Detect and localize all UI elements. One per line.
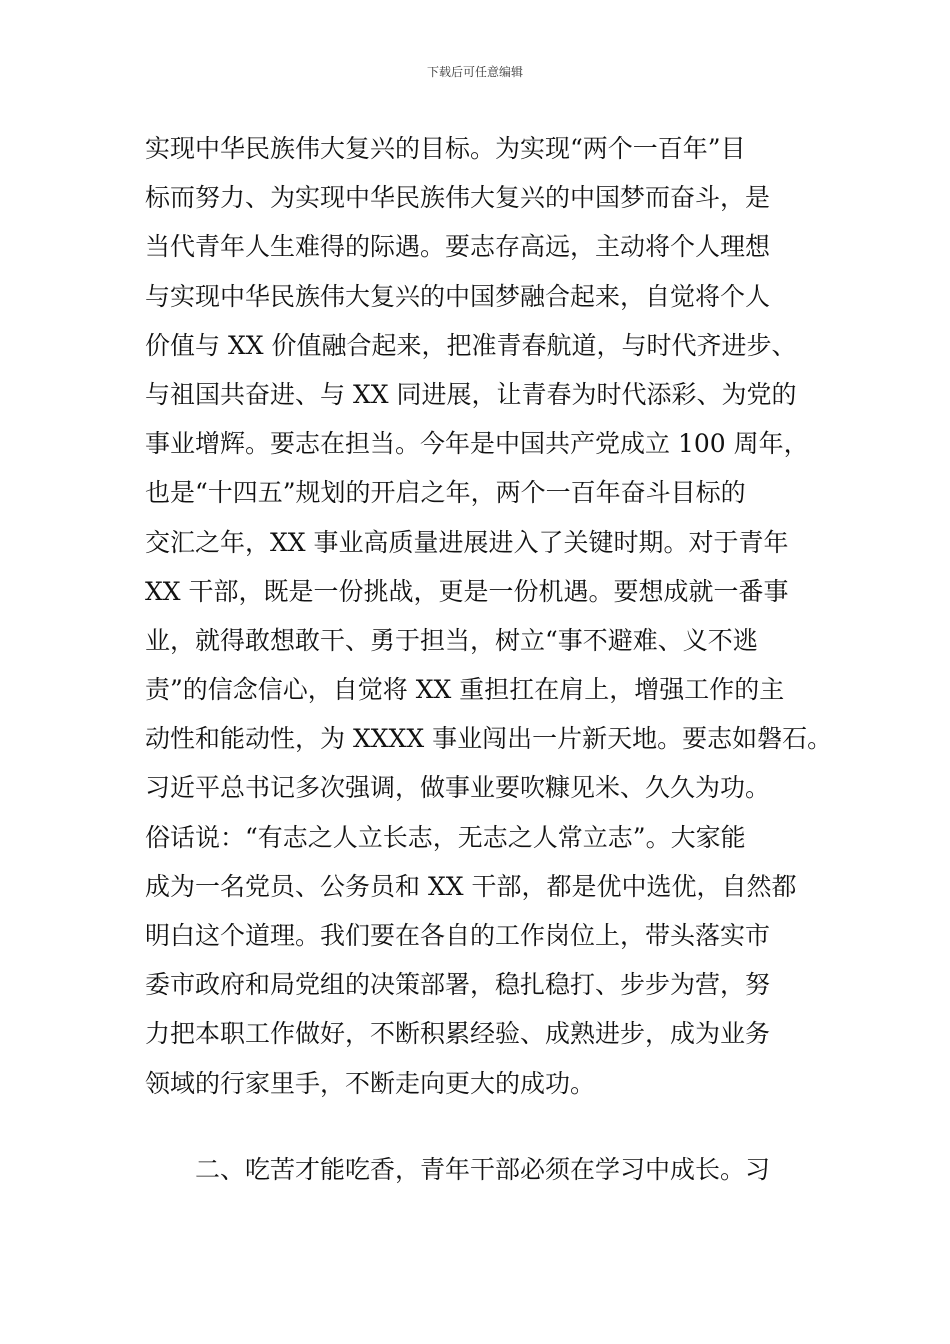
paragraph-line: 标而努力、为实现中华民族伟大复兴的中国梦而奋斗，是 [145,183,771,213]
paragraph-line: 与实现中华民族伟大复兴的中国梦融合起来，自觉将个人 [145,281,771,311]
paragraph-line: 动性和能动性，为 XXXX 事业闯出一片新天地。要志如磐石。 [145,724,833,754]
paragraph-line: 与祖国共奋进、与 XX 同进展，让青春为时代添彩、为党的 [145,379,797,409]
paragraph-line: 责”的信念信心，自觉将 XX 重担扛在肩上，增强工作的主 [145,675,785,705]
body-paragraph [145,124,833,1108]
paragraph-line: 价值与 XX 价值融合起来，把准青春航道，与时代齐进步、 [145,330,797,360]
paragraph-line: 力把本职工作做好，不断积累经验、成熟进步，成为业务 [145,1019,771,1049]
paragraph-line: 也是“十四五”规划的开启之年，两个一百年奋斗目标的 [145,478,746,508]
paragraph-line: 当代青年人生难得的际遇。要志存高远，主动将个人理想 [145,232,771,262]
paragraph-line: 交汇之年，XX 事业高质量进展进入了关键时期。对于青年 [145,527,789,557]
paragraph-line: XX 干部，既是一份挑战，更是一份机遇。要想成就一番事 [145,576,789,606]
header-note: 下载后可任意编辑 [426,65,523,79]
paragraph-line: 习近平总书记多次强调，做事业要吹糠见米、久久为功。 [145,773,771,803]
paragraph-line: 明白这个道理。我们要在各自的工作岗位上，带头落实市 [145,921,771,950]
paragraph-line: 业，就得敢想敢干、勇于担当，树立“事不避难、义不逃 [145,625,758,655]
section-heading [145,1145,825,1194]
paragraph-line: 俗话说：“有志之人立长志，无志之人常立志”。大家能 [145,822,746,852]
paragraph-line: 委市政府和局党组的决策部署，稳扎稳打、步步为营，努 [145,970,771,1000]
paragraph-line: 成为一名党员、公务员和 XX 干部，都是优中选优，自然都 [145,871,797,901]
paragraph-line: 事业增辉。要志在担当。今年是中国共产党成立 100 周年， [145,429,809,459]
section-heading-line: 二、吃苦才能吃香，青年干部必须在学习中成长。习 [195,1155,771,1184]
paragraph-line: 实现中华民族伟大复兴的目标。为实现“两个一百年”目 [145,134,746,163]
paragraph-line: 领域的行家里手，不断走向更大的成功。 [145,1068,596,1098]
